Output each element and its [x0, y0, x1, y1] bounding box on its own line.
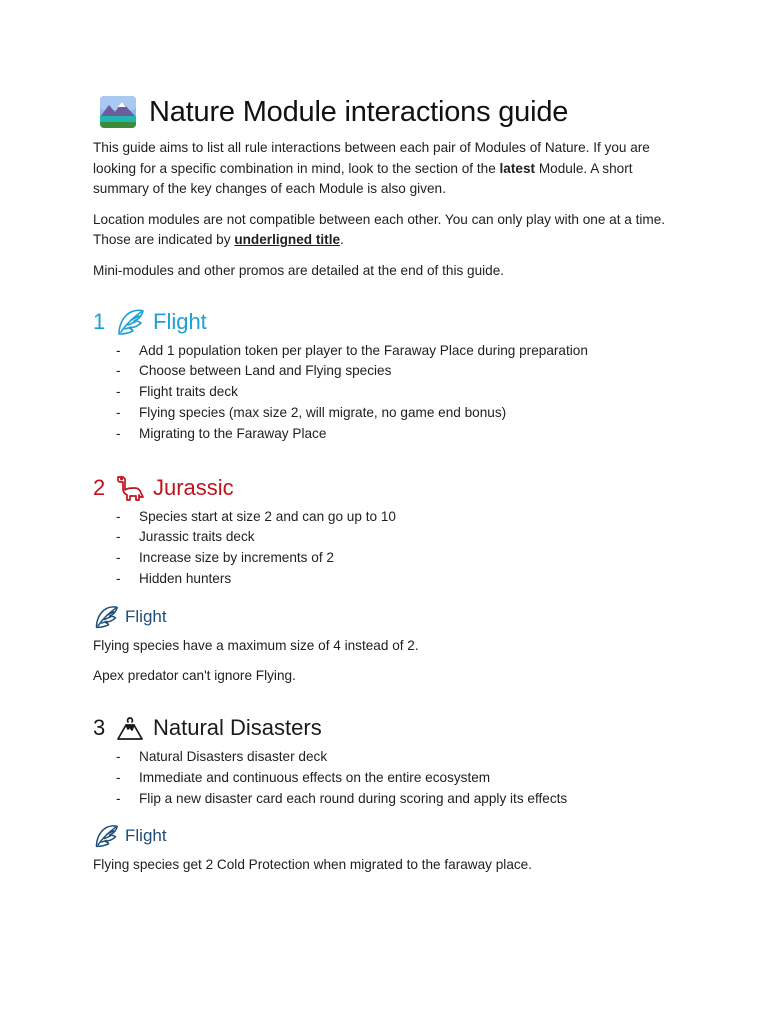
list-item-text: Natural Disasters disaster deck — [139, 748, 328, 764]
section-heading-natural-disasters — [93, 713, 673, 743]
intro-underlined-text: underligned title — [234, 232, 341, 248]
section-number: 3 — [93, 714, 106, 740]
document-content — [93, 92, 673, 876]
list-item — [93, 548, 673, 569]
list-item-text: Flight traits deck — [139, 384, 238, 400]
subheading-flight — [93, 823, 673, 849]
bullet-marker: - — [116, 748, 121, 764]
interaction-paragraph: Flying species get 2 Cold Protection when migrated to the faraway place. — [93, 857, 533, 873]
intro-text: This guide aims to list all rule interactions between each pair of Modules of Nature. If you are looking for a specific combination in mind, look to the section of the — [93, 140, 650, 176]
bullet-marker: - — [116, 342, 121, 358]
list-item-text: Flip a new disaster card each round during scoring and apply its effects — [139, 790, 568, 806]
intro-paragraph-2 — [93, 210, 673, 251]
section-title: Jurassic — [153, 474, 234, 500]
intro-bold-text: latest — [499, 160, 536, 176]
list-item — [93, 341, 673, 362]
section-heading-flight — [93, 307, 673, 337]
list-item — [93, 527, 673, 548]
bullet-marker: - — [116, 425, 121, 441]
intro-paragraph-1 — [93, 138, 673, 200]
bullet-marker: - — [116, 570, 121, 586]
subheading-title: Flight — [125, 606, 167, 626]
list-item — [93, 768, 673, 789]
list-item — [93, 507, 673, 528]
section-title: Natural Disasters — [153, 714, 322, 740]
list-item — [93, 361, 673, 382]
section-flight-bullets — [93, 341, 673, 445]
subheading-flight — [93, 604, 673, 630]
dinosaur-icon — [115, 473, 145, 503]
section-jurassic-bullets — [93, 507, 673, 590]
bullet-marker: - — [116, 508, 121, 524]
bullet-marker: - — [116, 529, 121, 545]
bullet-marker: - — [116, 550, 121, 566]
interaction-paragraph: Apex predator can't ignore Flying. — [93, 668, 296, 684]
list-item-text: Hidden hunters — [139, 570, 232, 586]
section-number: 2 — [93, 474, 106, 500]
bullet-marker: - — [116, 404, 121, 420]
section-natural-disasters-bullets — [93, 747, 673, 809]
list-item-text: Add 1 population token per player to the Faraway Place during preparation — [139, 342, 588, 358]
intro-text: Location modules are not compatible between each other. You can only play with one at a time. Those are indicated by — [93, 211, 666, 248]
list-item-text: Migrating to the Faraway Place — [139, 425, 327, 441]
list-item-text: Species start at size 2 and can go up to 10 — [139, 508, 396, 524]
section-heading-jurassic — [93, 473, 673, 503]
list-item-text: Immediate and continuous effects on the entire ecosystem — [139, 769, 491, 785]
interaction-paragraph: Flying species have a maximum size of 4 instead of 2. — [93, 637, 419, 653]
list-item-text: Flying species (max size 2, will migrate, no game end bonus) — [139, 404, 507, 420]
section-title: Flight — [153, 308, 207, 334]
list-item — [93, 789, 673, 810]
list-item — [93, 747, 673, 768]
landscape-photo-icon — [99, 95, 137, 129]
intro-text: . — [340, 232, 344, 248]
intro-text: Module. A short summary of the key changes of each Module is also given. — [93, 160, 633, 197]
intro-paragraph-3: Mini-modules and other promos are detailed at the end of this guide. — [93, 262, 505, 278]
wing-icon — [93, 604, 119, 630]
list-item — [93, 569, 673, 590]
list-item — [93, 382, 673, 403]
bullet-marker: - — [116, 769, 121, 785]
list-item-text: Jurassic traits deck — [139, 529, 255, 545]
wing-icon — [93, 823, 119, 849]
volcano-icon — [115, 713, 145, 743]
bullet-marker: - — [116, 363, 121, 379]
list-item — [93, 403, 673, 424]
bullet-marker: - — [116, 384, 121, 400]
list-item-text: Increase size by increments of 2 — [139, 550, 334, 566]
document-title — [93, 92, 673, 132]
list-item — [93, 424, 673, 445]
wing-icon — [115, 307, 145, 337]
section-number: 1 — [93, 308, 106, 334]
subheading-title: Flight — [125, 826, 167, 846]
bullet-marker: - — [116, 790, 121, 806]
page-title: Nature Module interactions guide — [149, 95, 569, 128]
list-item-text: Choose between Land and Flying species — [139, 363, 392, 379]
